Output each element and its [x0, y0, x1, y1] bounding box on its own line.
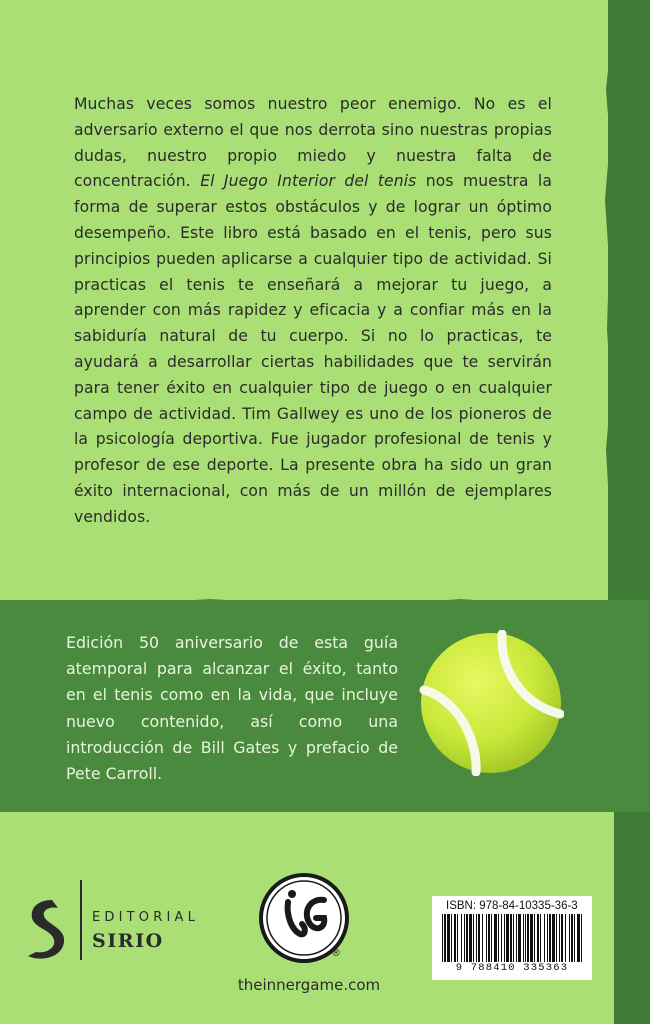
anniversary-text: Edición 50 aniversario de esta guía atemporal para alcanzar el éxito, tanto en el tenis como en la vida, que incluye nuevo contenido, así como una introducción de Bill Gates y prefacio de Pete Carroll. — [66, 633, 398, 784]
publisher-line-1: EDITORIAL — [92, 910, 200, 925]
book-title-italic: El Juego Interior del tenis — [200, 172, 417, 191]
band-top-edge — [0, 594, 650, 610]
book-description — [74, 92, 552, 531]
barcode-digits: 9 788410 335363 — [455, 962, 569, 974]
website-url: theinnergame.com — [237, 976, 381, 994]
tennis-ball-icon — [418, 630, 564, 776]
barcode-icon — [440, 914, 586, 962]
isbn-label: ISBN: 978-84-10335-36-3 — [446, 900, 578, 912]
description-part-2: nos muestra la forma de superar estos obstáculos y de lograr un óptimo desempeño. Este libro está basado en el tenis, pero sus principios pueden aplicarse a cualquier tipo de actividad. Si practicas el tenis te enseñará a mejorar tu juego, a aprender con más rapidez y eficacia y a confiar más en la sabiduría natural de tu cuerpo. Si no lo practicas, te ayudará a desarrollar ciertas habilidades que te servirán para tener éxito en cualquier tipo de juego o en cualquier campo de actividad. Tim Gallwey es uno de los pioneros de la psicología deportiva. Fue jugador profesional de tenis y profesor de ese deporte. La presente obra ha sido un gran éxito internacional, con más de un millón de ejemplares vendidos. — [74, 172, 552, 526]
sirio-s-logo-icon — [22, 896, 70, 960]
description-part-1: Muchas veces somos nuestro peor enemigo. No es el adversario externo el que nos derrota sino nuestras propias dudas, nuestro propio miedo y nuestra falta de concentración. — [74, 95, 552, 191]
registered-mark: ® — [331, 948, 341, 959]
publisher-line-2: SIRIO — [92, 930, 164, 952]
publisher-divider — [80, 880, 82, 960]
